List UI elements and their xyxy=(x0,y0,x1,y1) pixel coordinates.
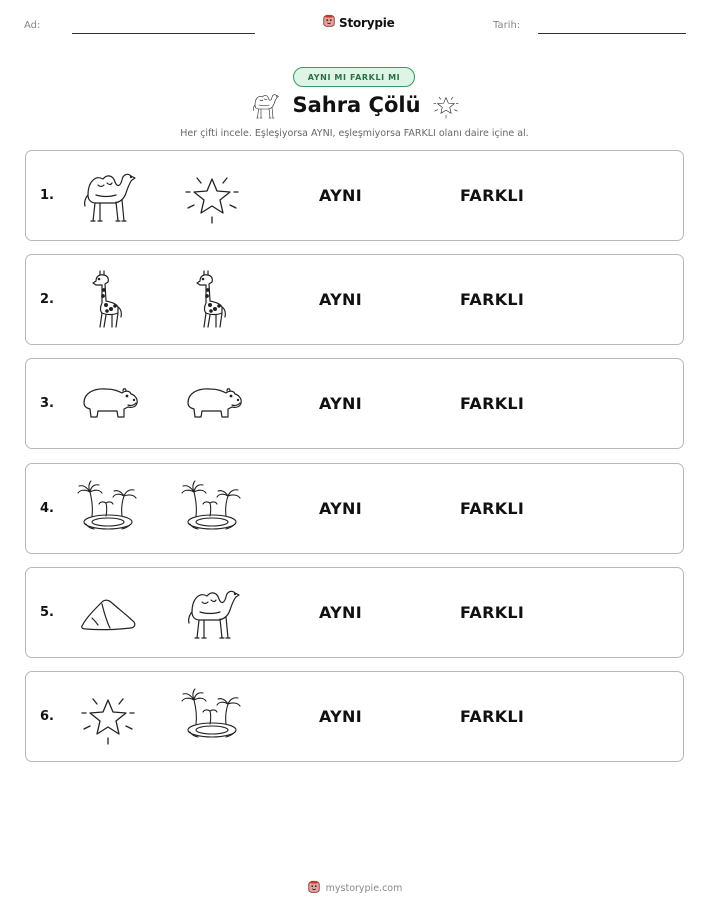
exercise-row xyxy=(25,254,684,345)
option-different[interactable]: FARKLI xyxy=(460,394,525,413)
storypie-logo-icon xyxy=(322,13,336,32)
exercise-row xyxy=(25,567,684,658)
option-different[interactable]: FARKLI xyxy=(460,290,525,309)
option-different[interactable]: FARKLI xyxy=(460,499,525,518)
date-label: Tarih: xyxy=(493,20,521,31)
name-label: Ad: xyxy=(24,20,41,31)
row-number: 4. xyxy=(40,501,54,516)
row-number: 6. xyxy=(40,709,54,724)
option-different[interactable]: FARKLI xyxy=(460,186,525,205)
hippo-icon xyxy=(76,373,140,433)
star-icon xyxy=(431,91,461,119)
exercise-row xyxy=(25,358,684,449)
camel-icon xyxy=(180,582,244,642)
option-same[interactable]: AYNI xyxy=(319,603,362,622)
giraffe-icon xyxy=(180,269,244,329)
oasis-icon xyxy=(180,478,244,538)
sand-dune-icon xyxy=(76,582,140,642)
option-same[interactable]: AYNI xyxy=(319,186,362,205)
star-icon xyxy=(180,165,244,225)
footer-url: mystorypie.com xyxy=(325,883,403,894)
row-number: 1. xyxy=(40,188,54,203)
option-same[interactable]: AYNI xyxy=(319,499,362,518)
option-same[interactable]: AYNI xyxy=(319,707,362,726)
option-same[interactable]: AYNI xyxy=(319,394,362,413)
option-different[interactable]: FARKLI xyxy=(460,603,525,622)
option-same[interactable]: AYNI xyxy=(319,290,362,309)
date-line[interactable] xyxy=(538,33,686,34)
brand-name: Storypie xyxy=(339,15,395,30)
oasis-icon xyxy=(180,686,244,746)
option-different[interactable]: FARKLI xyxy=(460,707,525,726)
row-number: 5. xyxy=(40,605,54,620)
row-number: 2. xyxy=(40,292,54,307)
exercise-row xyxy=(25,671,684,762)
activity-badge: AYNI MI FARKLI MI xyxy=(293,67,415,87)
instructions: Her çifti incele. Eşleşiyorsa AYNI, eşleşmiyorsa FARKLI olanı daire içine al. xyxy=(180,128,529,139)
star-icon xyxy=(76,686,140,746)
row-number: 3. xyxy=(40,396,54,411)
storypie-logo-icon xyxy=(307,879,321,898)
exercise-row xyxy=(25,463,684,554)
exercise-row xyxy=(25,150,684,241)
name-line[interactable] xyxy=(72,33,255,34)
camel-icon xyxy=(76,165,140,225)
page-title: Sahra Çölü xyxy=(292,93,421,117)
giraffe-icon xyxy=(76,269,140,329)
hippo-icon xyxy=(180,373,244,433)
brand-logo xyxy=(322,13,395,32)
title-row xyxy=(0,90,709,120)
oasis-icon xyxy=(76,478,140,538)
camel-icon xyxy=(248,90,282,120)
footer xyxy=(0,879,709,898)
